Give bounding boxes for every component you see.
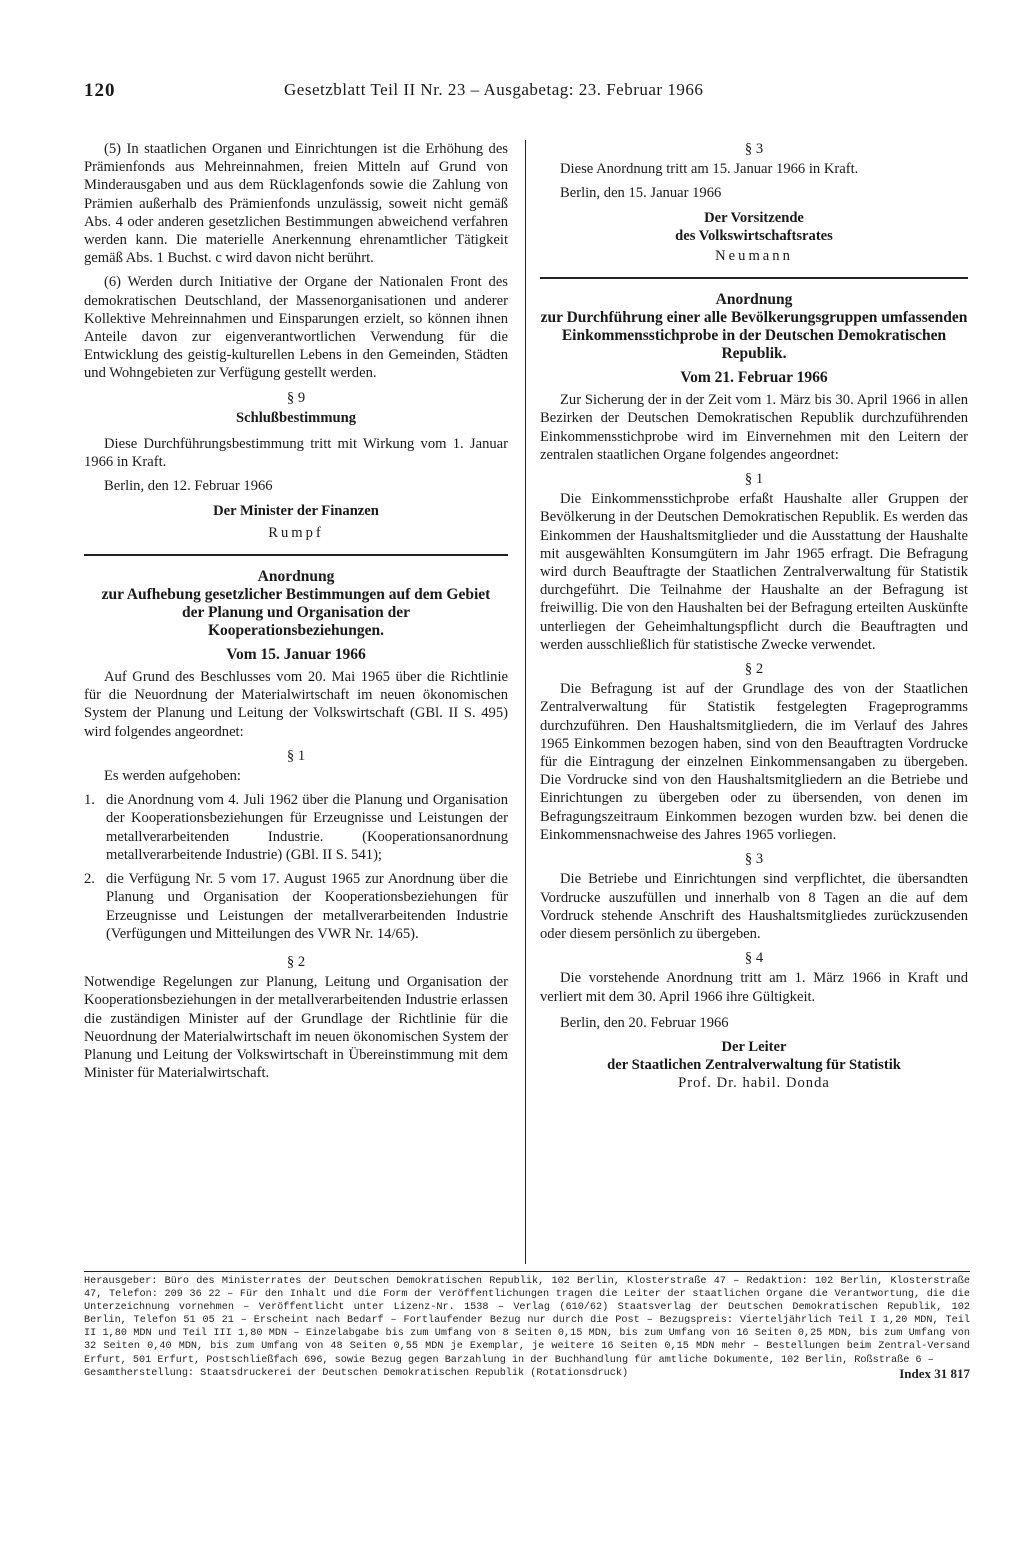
signer-title-line2: des Volkswirtschaftsrates [675, 227, 833, 244]
section-divider [540, 277, 968, 279]
paragraph-6: (6) Werden durch Initiative der Organe der Nationalen Front des demokratischen Deutschland, der Massenorganisationen und anderer Kollektive Mehreinnahmen und Einsparungen erzielt, so können ihnen Anteile davon zur eigenverantwortlichen Verwendung für die Entwicklung des geistig-kulturellen Lebens in den Gemeinden, Städten und Wohngebieten zur Verfügung gestellt werden. [84, 274, 508, 382]
item-number: 2. [84, 871, 95, 888]
section-3-text: Die Betriebe und Einrichtungen sind verpflichtet, die übersandten Vordrucke auszufüllen und innerhalb von 8 Tagen an die auf dem Vordruck stehende Anschrift des Haushaltsmitgliedes zurückzusenden oder diesem persönlich zu übergeben. [540, 871, 968, 942]
ordinance-subtitle: zur Durchführung einer alle Bevölkerungsgruppen umfassenden Einkommensstichprobe in der Deutschen Demokratischen Republik. [540, 309, 968, 363]
paragraph-5: (5) In staatlichen Organen und Einrichtungen ist die Erhöhung des Prämienfonds aus Mehreinnahmen, freien Mitteln auf Grund von Minderausgaben und aus dem Rücklagenfonds sowie die Zahlung von Prämien außerhalb des Prämienfonds unzulässig, soweit nicht gemäß Abs. 4 oder anderen gesetzlichen Bestimmungen abweichend verfahren werden kann. Die materielle Anerkennung ehrenamtlicher Tätigkeit gemäß Abs. 1 Buchst. c wird davon nicht berührt. [84, 141, 508, 267]
place-date: Berlin, den 15. Januar 1966 [560, 185, 722, 202]
section-1-text: Die Einkommensstichprobe erfaßt Haushalte aller Gruppen der Bevölkerung in der Deutschen Demokratischen Republik. Es werden das Einkommen der Haushaltsmitglieder und die Ausstattung der Haushalte mit ausgewählten Konsumgütern im Jahr 1965 erfragt. Die Befragung wird durch Beauftragte der Staatlichen Zentralverwaltung für Statistik durchgeführt. Die Teilnahme der Haushalte an der Befragung ist freiwillig. Die von den Haushalten bei der Befragung erteilten Auskünfte unterliegen der Geheimhaltungspflicht durch die Beauftragten und werden ausschließlich für statistische Zwecke verwendet. [540, 491, 968, 653]
repeal-item [84, 791, 508, 864]
section-9-number: § 9 [286, 389, 306, 406]
signer-title: Der Leiter [721, 1038, 787, 1055]
section-1-number: § 1 [744, 471, 764, 488]
index-number: Index 31 817 [899, 1365, 970, 1381]
signer-name: Neumann [715, 248, 793, 265]
right-column [540, 140, 968, 1093]
ordinance-intro: Auf Grund des Beschlusses vom 20. Mai 1965 über die Richtlinie für die Neuordnung der Materialwirtschaft im neuen ökonomischen System der Planung und Leitung der Volkswirtschaft (GBl. II S. 495) wird folgendes angeordnet: [84, 669, 508, 740]
publisher-imprint [84, 1275, 970, 1380]
ordinance-subtitle: zur Aufhebung gesetzlicher Bestimmungen auf dem Gebiet der Planung und Organisation der Kooperationsbeziehungen. [101, 586, 491, 640]
section-4-number: § 4 [744, 950, 764, 967]
section-4-text: Die vorstehende Anordnung tritt am 1. März 1966 in Kraft und verliert mit dem 30. April 1966 ihre Gültigkeit. [540, 970, 968, 1005]
item-text: die Anordnung vom 4. Juli 1962 über die Planung und Organisation der Kooperationsbeziehungen für Erzeugnisse und Leistungen der metallverarbeitenden Industrie. (Kooperationsanordnung metallverarbeitende Industrie) (GBl. II S. 541); [106, 792, 508, 863]
signer-name: Rumpf [268, 524, 324, 541]
section-3-text: Diese Anordnung tritt am 15. Januar 1966 in Kraft. [560, 161, 859, 178]
item-text: die Verfügung Nr. 5 vom 17. August 1965 zur Anordnung über die Planung und Organisation der Kooperationsbeziehungen für Erzeugnisse und Leistungen der metallverarbeitenden Industrie (Verfügungen und Mitteilungen des VWR Nr. 14/65). [106, 871, 508, 942]
place-date: Berlin, den 12. Februar 1966 [104, 478, 273, 495]
section-2-text: Notwendige Regelungen zur Planung, Leitung und Organisation der Kooperationsbeziehungen in der metallverarbeitenden Industrie erlassen die zuständigen Minister auf der Grundlage der Richtlinie für die Neuordnung der Materialwirtschaft im neuen ökonomischen System der Planung und Leitung der Volkswirtschaft in Übereinstimmung mit dem Minister für Materialwirtschaft. [84, 974, 508, 1082]
section-3-number: § 3 [744, 141, 764, 157]
section-divider [84, 554, 508, 556]
section-1-lead: Es werden aufgehoben: [104, 768, 241, 785]
signer-title-line2: der Staatlichen Zentralverwaltung für Statistik [607, 1057, 901, 1074]
signer-title: Der Vorsitzende [704, 209, 804, 226]
left-column [84, 140, 508, 1088]
imprint-text: Herausgeber: Büro des Ministerrates der Deutschen Demokratischen Republik, 102 Berlin, Klosterstraße 47 – Redaktion: 102 Berlin, Klosterstraße 47, Telefon: 209 36 22 – Für den Inhalt und die Form der Veröffentlichungen tragen die Leiter der staatlichen Organe die Verantwortung, die die Unterzeichnung vornehmen – Veröffentlicht unter Lizenz-Nr. 1538 – Verlag (610/62) Staatsverlag der Deutschen Demokratischen Republik, 102 Berlin, Telefon 51 05 21 – Erscheint nach Bedarf – Fortlaufender Bezug nur durch die Post – Bezugspreis: Vierteljährlich Teil I 1,20 MDN, Teil II 1,80 MDN und Teil III 1,80 MDN – Einzelabgabe bis zum Umfang von 8 Seiten 0,15 MDN, bis zum Umfang von 16 Seiten 0,25 MDN, bis zum Umfang von 32 Seiten 0,40 MDN, bis zum Umfang von 48 Seiten 0,55 MDN je Exemplar, je weitere 16 Seiten 0,15 MDN mehr – Bestellungen beim Zentral-Versand Erfurt, 501 Erfurt, Postschließfach 696, sowie Bezug gegen Barzahlung in der Buchhandlung für amtliche Dokumente, 102 Berlin, Roßstraße 6 – [84, 1276, 970, 1366]
section-2-number: § 2 [286, 953, 306, 970]
ordinance-intro: Zur Sicherung der in der Zeit vom 1. März bis 30. April 1966 in allen Bezirken der Deutschen Demokratischen Republik durchzuführenden Einkommensstichprobe wird im Einvernehmen mit den Leitern der zentralen staatlichen Organe folgendes angeordnet: [540, 392, 968, 463]
header-title: Gesetzblatt Teil II Nr. 23 – Ausgabetag: 23. Februar 1966 [284, 80, 704, 99]
page-number: 120 [84, 80, 116, 101]
page-header [84, 80, 970, 104]
ordinance-title: Anordnung [715, 291, 793, 309]
imprint-last-line [84, 1367, 970, 1380]
signer-name: Prof. Dr. habil. Donda [678, 1075, 830, 1092]
section-3-number: § 3 [744, 851, 764, 868]
section-2-number: § 2 [744, 661, 764, 678]
printer-line: Gesamtherstellung: Staatsdruckerei der Deutschen Demokratischen Republik (Rotationsdruck) [84, 1367, 629, 1379]
repeal-item [84, 870, 508, 943]
section-1-number: § 1 [286, 747, 306, 764]
section-2-text: Die Befragung ist auf der Grundlage des von der Staatlichen Zentralverwaltung für Statistik festgelegten Frageprogramms durchzuführen. Den Haushaltsmitgliedern, die im Verlauf des Jahres 1965 Einkommen bezogen haben, sind von den Beauftragten Vordrucke für die Eintragung der einzelnen Einkommensangaben zu übergeben. Die Vordrucke sind von den Haushaltsmitgliedern an die Betriebe und Einrichtungen zu übergeben oder zu übersenden, von denen im Befragungszeitraum Einkommen bezogen wurden bzw. bei denen die Einkommensnachweise des Jahres 1965 vorliegen. [540, 681, 968, 843]
ordinance-title: Anordnung [257, 568, 335, 586]
ordinance-date: Vom 15. Januar 1966 [226, 646, 366, 664]
section-9-text: Diese Durchführungsbestimmung tritt mit Wirkung vom 1. Januar 1966 in Kraft. [84, 436, 508, 471]
item-number: 1. [84, 792, 95, 809]
section-9-title: Schlußbestimmung [235, 409, 357, 426]
column-divider [525, 140, 526, 1264]
ordinance-date: Vom 21. Februar 1966 [680, 369, 828, 387]
signer-title: Der Minister der Finanzen [213, 502, 379, 519]
footer-divider [84, 1271, 970, 1272]
place-date: Berlin, den 20. Februar 1966 [560, 1014, 729, 1031]
